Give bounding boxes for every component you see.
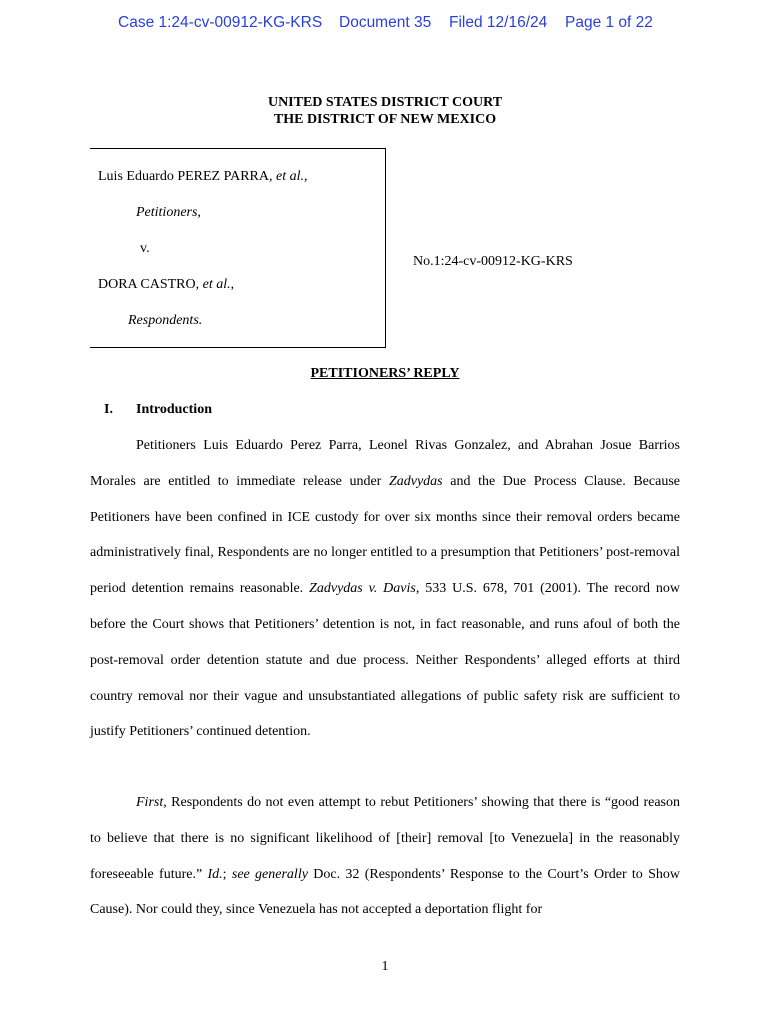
body-paragraph: Petitioners Luis Eduardo Perez Parra, Leonel Rivas Gonzalez, and Abrahan Josue Barrios Morales are entitled to immediate release under Zadvydas and the Due Process Clause. Because Petitioners have been confined in ICE custody for over six months since their removal orders became administratively final, Respondents are no longer entitled to a presumption that Petitioners’ post-removal period detention remains reasonable. Zadvydas v. Davis, 533 U.S. 678, 701 (2001). The record now before the Court shows that Petitioners’ detention is not, in fact reasonable, and runs afoul of both the post-removal order detention statute and due process. Neither Respondents’ alleged efforts at third country removal nor their vague and unsubstantiated allegations of public safety risk are sufficient to justify Petitioners’ continued detention. [90, 438, 680, 740]
petitioner-role: Petitioners, [136, 205, 201, 220]
document-title: PETITIONERS’ REPLY [310, 366, 460, 381]
header-page-count: Page 1 of 22 [565, 14, 653, 31]
body-paragraph: First, Respondents do not even attempt to rebut Petitioners’ showing that there is “good reason to believe that there is no significant likelihood of [their] removal [to Venezuela] in the reasonably foreseeable future.” Id.; see generally Doc. 32 (Respondents’ Response to the Court’s Order to Show Cause). Nor could they, since Venezuela has not accepted a deportation flight for [90, 795, 681, 918]
court-name: UNITED STATES DISTRICT COURT [267, 95, 503, 110]
section-heading: Introduction [136, 402, 212, 417]
court-district: THE DISTRICT OF NEW MEXICO [273, 112, 497, 127]
header-document-number: Document 35 [339, 14, 432, 31]
header-filed-date: Filed 12/16/24 [449, 14, 548, 31]
case-caption-box [90, 148, 386, 348]
page-number: 1 [381, 959, 389, 974]
court-heading [0, 94, 770, 128]
case-number: No.1:24-cv-00912-KG-KRS [413, 254, 573, 269]
section-number: I. [104, 402, 113, 417]
respondent-line: DORA CASTRO, et al., [98, 277, 235, 292]
versus: v. [140, 241, 150, 256]
header-case-number: Case 1:24-cv-00912-KG-KRS [118, 14, 323, 31]
petitioner-line: Luis Eduardo PEREZ PARRA, et al., [98, 169, 308, 184]
respondent-role: Respondents. [128, 313, 203, 328]
